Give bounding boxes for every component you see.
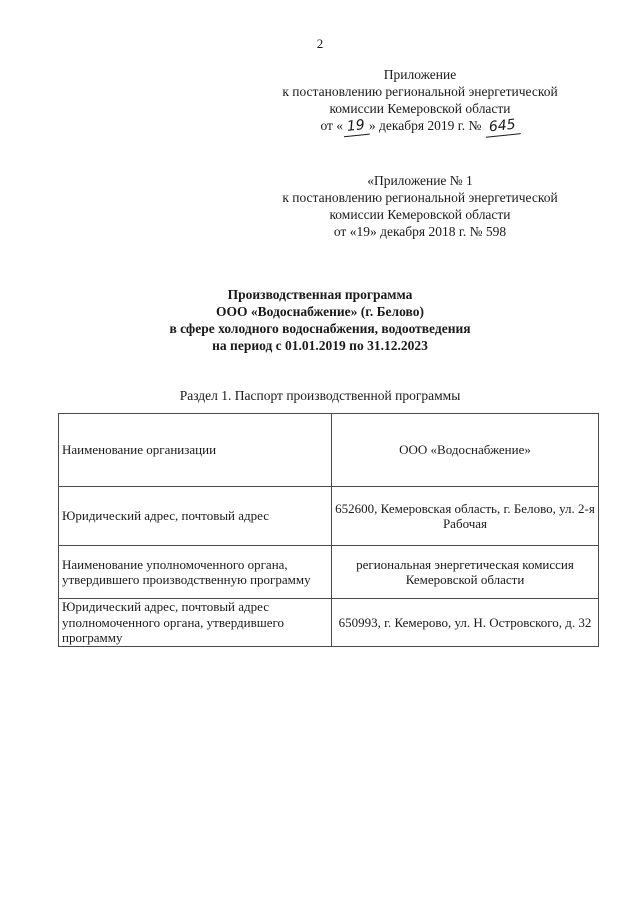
program-title-line-1: Производственная программа xyxy=(227,287,413,302)
handwritten-number: 645 xyxy=(484,116,520,138)
annex-title: Приложение xyxy=(383,67,457,82)
annex-prev-line-2: комиссии Кемеровской области xyxy=(329,207,511,222)
passport-value: региональная энергетическая комиссия Кемеровской области xyxy=(332,546,599,599)
handwritten-day: 19 xyxy=(342,117,370,138)
passport-label: Юридический адрес, почтовый адрес xyxy=(59,487,332,546)
page-number: 2 xyxy=(316,36,324,51)
table-row xyxy=(59,599,599,647)
program-title-line-2: ООО «Водоснабжение» (г. Белово) xyxy=(216,304,424,319)
passport-value: ООО «Водоснабжение» xyxy=(332,414,599,487)
passport-label: Наименование организации xyxy=(59,414,332,487)
table-row xyxy=(59,414,599,487)
passport-label: Юридический адрес, почтовый адрес уполномоченного органа, утвердившего программу xyxy=(59,599,332,647)
program-title xyxy=(0,286,640,354)
annex-date-line xyxy=(220,117,620,136)
annex-date-prefix: от « xyxy=(320,118,344,133)
annex-header xyxy=(220,66,620,136)
annex-prev-line-1: к постановлению региональной энергетической xyxy=(282,190,558,205)
passport-value: 650993, г. Кемерово, ул. Н. Островского, д. 32 xyxy=(332,599,599,647)
table-row xyxy=(59,487,599,546)
annex-prev-title: «Приложение № 1 xyxy=(367,173,473,188)
program-title-line-3: в сфере холодного водоснабжения, водоотведения xyxy=(169,321,471,336)
passport-table xyxy=(58,413,599,647)
passport-label: Наименование уполномоченного органа, утвердившего производственную программу xyxy=(59,546,332,599)
table-row xyxy=(59,546,599,599)
annex-date-suffix: » декабря 2019 г. № xyxy=(368,118,482,133)
annex-previous-header xyxy=(220,172,620,240)
section-title: Раздел 1. Паспорт производственной программы xyxy=(179,388,461,403)
annex-prev-line-3: от «19» декабря 2018 г. № 598 xyxy=(333,224,507,239)
program-title-line-4: на период с 01.01.2019 по 31.12.2023 xyxy=(212,338,428,353)
passport-value: 652600, Кемеровская область, г. Белово, ул. 2-я Рабочая xyxy=(332,487,599,546)
annex-line-1: к постановлению региональной энергетической xyxy=(282,84,558,99)
annex-line-2: комиссии Кемеровской области xyxy=(329,101,511,116)
